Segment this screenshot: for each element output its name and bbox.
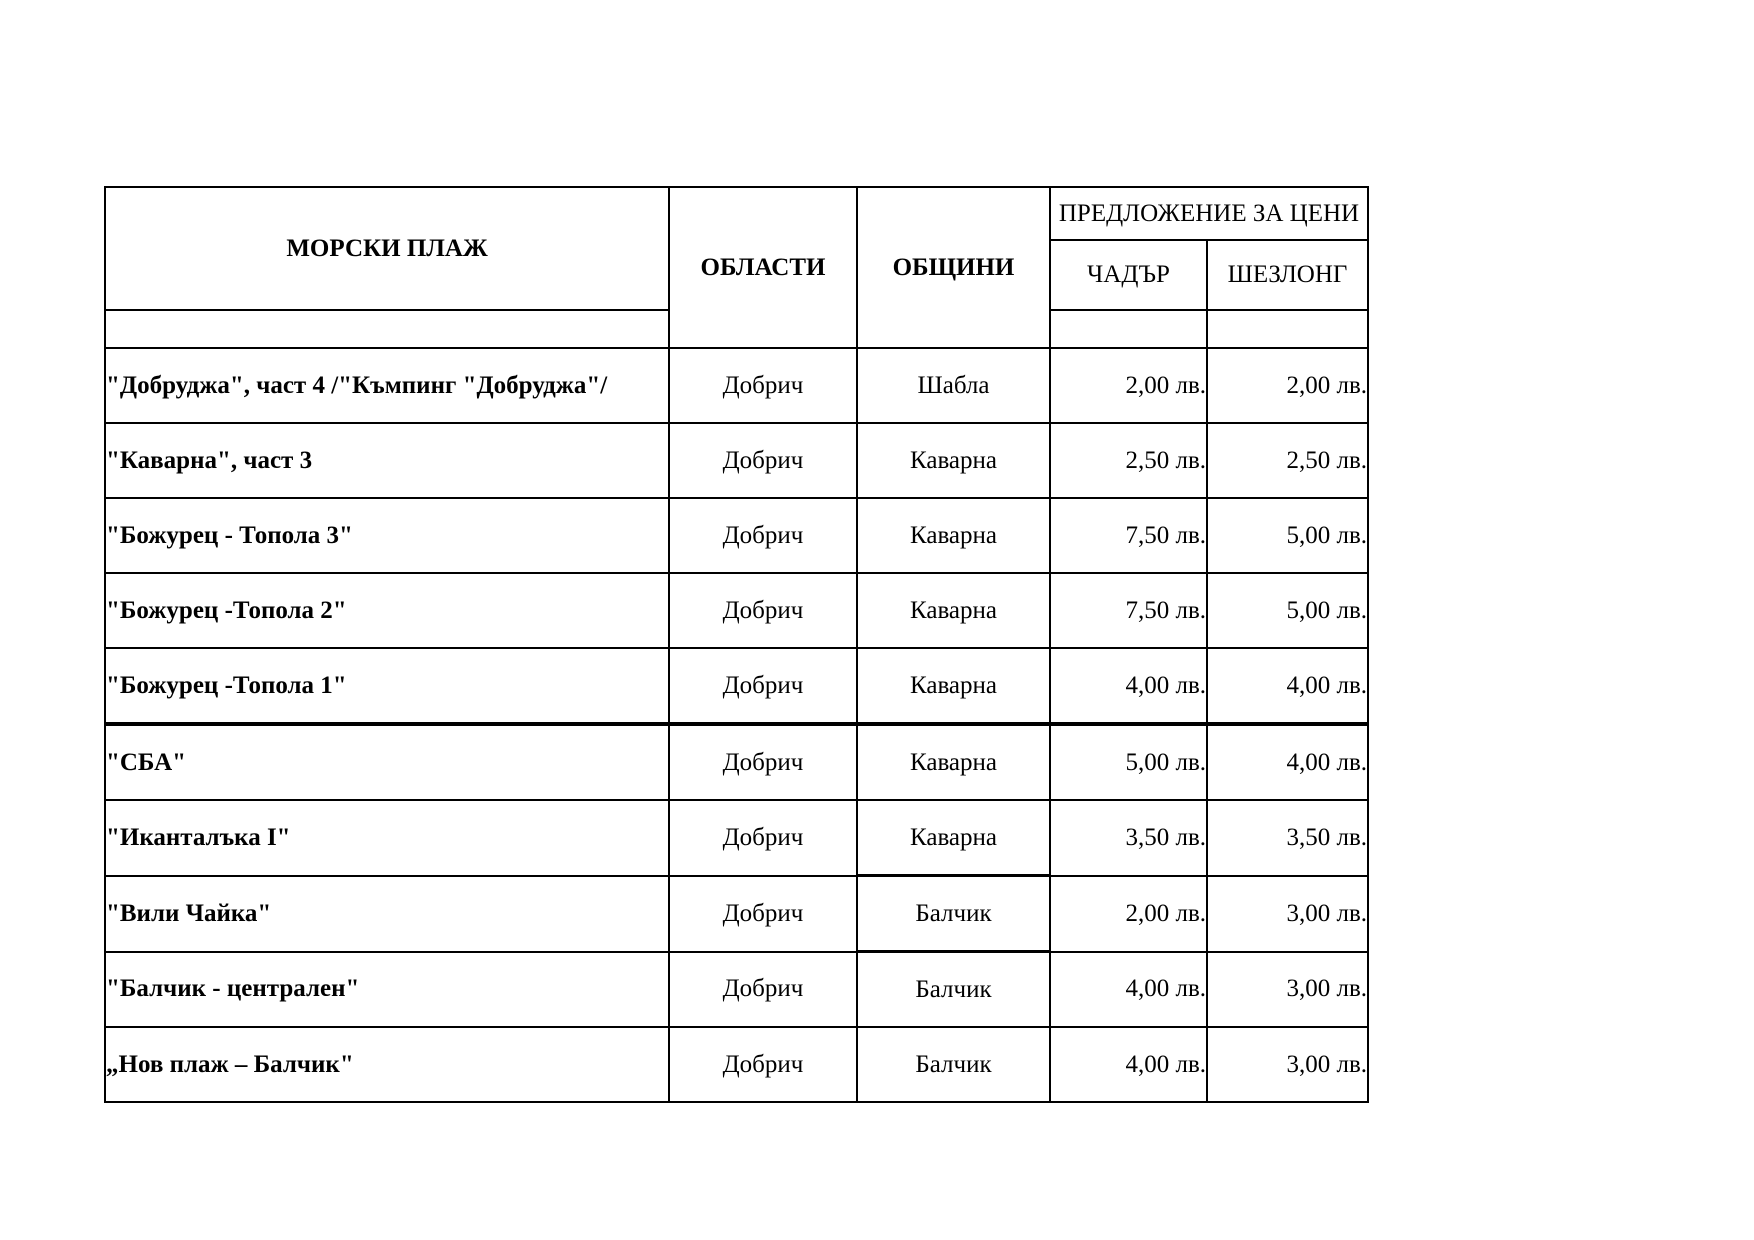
region-cell: Добрич [669,876,857,952]
table-row [105,498,1368,573]
municipality-cell: Каварна [857,423,1050,498]
umbrella-price: 5,00 лв. [1050,724,1207,800]
municipality-cell: Каварна [857,498,1050,573]
table-row [105,800,1368,876]
region-cell: Добрич [669,724,857,800]
beach-name: "Каварна", част 3 [105,423,669,498]
beach-name: "Божурец -Топола 2" [105,573,669,648]
region-cell: Добрич [669,348,857,423]
spacer-cell [1207,310,1368,348]
sunbed-price: 3,00 лв. [1207,1027,1368,1102]
municipality-cell: Каварна [857,800,1050,876]
beach-name: "Иканталъка I" [105,800,669,876]
region-cell: Добрич [669,800,857,876]
municipality-cell: Каварна [857,573,1050,648]
sunbed-price: 2,50 лв. [1207,423,1368,498]
table-row [105,724,1368,800]
spacer-cell [1050,310,1207,348]
region-cell: Добрич [669,573,857,648]
sunbed-price: 5,00 лв. [1207,498,1368,573]
sunbed-price: 3,00 лв. [1207,876,1368,952]
municipality-cell: Каварна [857,648,1050,724]
beach-name: "Вили Чайка" [105,876,669,952]
region-cell: Добрич [669,648,857,724]
umbrella-price: 4,00 лв. [1050,648,1207,724]
umbrella-price: 7,50 лв. [1050,573,1207,648]
sunbed-price: 4,00 лв. [1207,648,1368,724]
header-beach: МОРСКИ ПЛАЖ [105,187,669,310]
sunbed-price: 2,00 лв. [1207,348,1368,423]
umbrella-price: 2,50 лв. [1050,423,1207,498]
table-row [105,1027,1368,1102]
sunbed-price: 4,00 лв. [1207,724,1368,800]
table-row [105,423,1368,498]
header-row [105,187,1368,240]
table-row [105,573,1368,648]
header-sunbed: ШЕЗЛОНГ [1207,240,1368,310]
umbrella-price: 2,00 лв. [1050,876,1207,952]
beach-name: "Балчик - централен" [105,952,669,1028]
municipality-cell: Балчик [857,1027,1050,1102]
header-regions: ОБЛАСТИ [669,187,857,348]
municipality-cell: Балчик [857,876,1050,952]
umbrella-price: 3,50 лв. [1050,800,1207,876]
region-cell: Добрич [669,1027,857,1102]
beach-name: "Добруджа", част 4 /"Къмпинг "Добруджа"/ [105,348,669,423]
umbrella-price: 7,50 лв. [1050,498,1207,573]
beach-name: "Божурец - Топола 3" [105,498,669,573]
region-cell: Добрич [669,498,857,573]
table-row [105,648,1368,724]
sunbed-price: 5,00 лв. [1207,573,1368,648]
municipality-cell: Шабла [857,348,1050,423]
beach-prices-table [104,186,1369,1103]
municipality-cell: Балчик [857,952,1050,1028]
region-cell: Добрич [669,423,857,498]
beach-name: "СБА" [105,724,669,800]
sunbed-price: 3,00 лв. [1207,952,1368,1028]
umbrella-price: 4,00 лв. [1050,952,1207,1028]
umbrella-price: 4,00 лв. [1050,1027,1207,1102]
header-umbrella: ЧАДЪР [1050,240,1207,310]
sunbed-price: 3,50 лв. [1207,800,1368,876]
header-municipalities: ОБЩИНИ [857,187,1050,348]
table-row [105,348,1368,423]
beach-name: "Божурец -Топола 1" [105,648,669,724]
table-row [105,876,1368,952]
header-price-offer: ПРЕДЛОЖЕНИЕ ЗА ЦЕНИ [1050,187,1368,240]
municipality-cell: Каварна [857,724,1050,800]
region-cell: Добрич [669,952,857,1028]
umbrella-price: 2,00 лв. [1050,348,1207,423]
beach-name: „Нов плаж – Балчик" [105,1027,669,1102]
spacer-cell [105,310,669,348]
table-row [105,952,1368,1028]
